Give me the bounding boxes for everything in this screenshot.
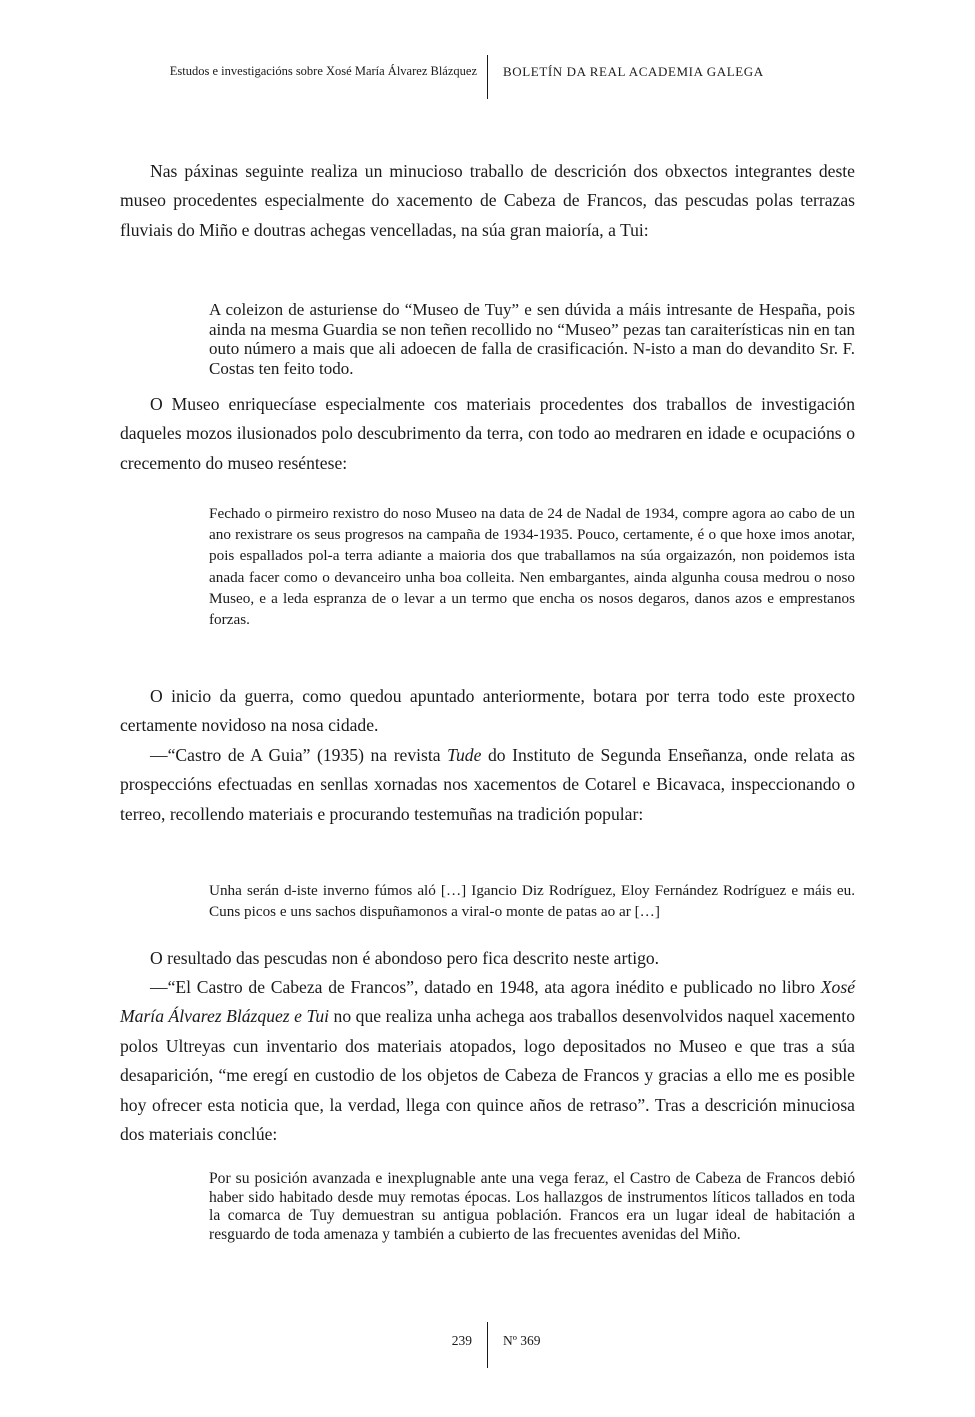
paragraph-4: —“Castro de A Guia” (1935) na revista Tude do Instituto de Segunda Enseñanza, onde relata as prospeccións efectuadas en senllas xornadas nos xacementos de Cotarel e Bicavaca, inspeccionando o terreo, recollendo materiais e procurando testemuñas na tradición popular: xyxy=(120,745,855,824)
paragraph-6: —“El Castro de Cabeza de Francos”, datado en 1948, ata agora inédito e publicado no libro Xosé María Álvarez Blázquez e Tui no que realiza unha achega aos traballos desenvolvidos naquel xacemento polos Ultreyas cun inventario dos materiais atopados, logo depositados no Museo e que tras a súa desaparición, “me eregí en custodio de los objetos de Cabeza de Francos y gracias a ello me es posible hoy ofrecer esta noticia que, la verdad, llega con quince años de retraso”. Tras a descrición minuciosa dos materiais conclúe: xyxy=(120,977,855,1145)
block-quote-4: Por su posición avanzada e inexplugnable ante una vega feraz, el Castro de Cabeza de Francos debió haber sido habitado desde muy remotas épocas. Los hallazgos de instrumentos líticos tallados en toda la comarca de Tuy demuestran su antigua población. Francos era un lugar ideal de habitación a resguardo de toda amenaza y también a cubierto de las frecuentes avenidas del Miño. xyxy=(209,1170,855,1243)
paragraph-1: Nas páxinas seguinte realiza un minucioso traballo de descrición dos obxectos integrantes deste museo procedentes especialmente do xacemento de Cabeza de Francos, das pescudas polas terrazas fluviais do Miño e doutras achegas vencelladas, na súa gran maioría, a Tui: xyxy=(120,161,855,240)
paragraph-5: O resultado das pescudas non é abondoso pero fica descrito neste artigo. xyxy=(150,948,660,968)
running-header-left: Estudos e investigacións sobre Xosé María Álvarez Blázquez xyxy=(169,64,477,78)
page-number: 239 xyxy=(451,1333,472,1348)
running-header-right: BOLETÍN DA REAL ACADEMIA GALEGA xyxy=(503,64,764,79)
block-quote-2: Fechado o pirmeiro rexistro do noso Museo na data de 24 de Nadal de 1934, compre agora ao cabo de un ano rexistrare os seus progresos na campaña de 1934-1935. Pouco, certamente, é o que hoxe imos anotar, pois espallados pol-a terra adiante a maioria dos que traballamos na súa orgaizazón, non poidemos ista anada facer como o devanceiro unha boa colleita. Nen embargantes, ainda algunha cousa medrou o noso Museo, e a leda espranza de o levar a un termo que encha os nosos degaros, danos azos e emprestanos forzas. xyxy=(209,505,855,629)
paragraph-2: O Museo enriquecíase especialmente cos materiais procedentes dos traballos de investigación daqueles mozos ilusionados polo descubrimento da terra, con todo ao medraren en idade e ocupacións o crecemento do museo reséntese: xyxy=(120,394,855,473)
header-divider xyxy=(487,55,488,99)
paragraph-3: O inicio da guerra, como quedou apuntado anteriormente, botara por terra todo este proxecto certamente novidoso na nosa cidade. xyxy=(120,686,855,736)
block-quote-3: Unha serán d-iste inverno fúmos aló […] Igancio Diz Rodríguez, Eloy Fernández Rodríguez e máis eu. Cuns picos e uns sachos dispuñamonos a viral-o monte de patas ao ar […] xyxy=(209,882,855,921)
block-quote-1: A coleizon de asturiense do “Museo de Tuy” e sen dúvida a máis intresante de Hespaña, pois ainda na mesma Guardia se non teñen recollido no “Museo” pezas tan caraiterísticas nin en tan outo número a mais que ali adoecen de falla de crasificación. N-isto a man do devandito Sr. F. Costas ten feito todo. xyxy=(209,300,855,378)
journal-title: Tude xyxy=(447,745,482,765)
book-title: Xosé María Álvarez Blázquez e Tui xyxy=(120,977,855,1027)
issue-number: Nº 369 xyxy=(503,1333,541,1348)
footer-divider xyxy=(487,1322,488,1368)
